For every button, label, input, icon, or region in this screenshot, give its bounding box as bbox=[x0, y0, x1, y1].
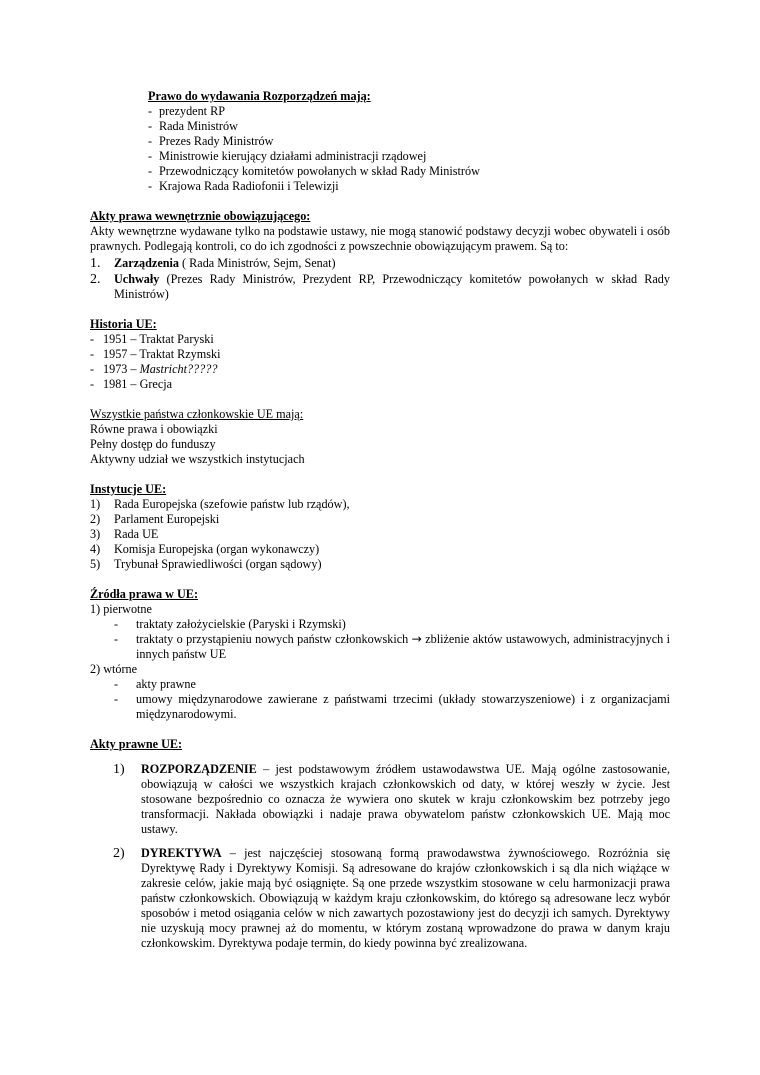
list-item: - Prezes Rady Ministrów bbox=[148, 134, 274, 148]
subheading-wtorne: 2) wtórne bbox=[90, 662, 138, 676]
section-akty-ue bbox=[90, 737, 670, 951]
list-item: 1. Zarządzenia ( Rada Ministrów, Sejm, Senat) bbox=[90, 256, 336, 271]
section-historia bbox=[90, 317, 670, 392]
heading-historia: Historia UE: bbox=[90, 317, 157, 331]
section-instytucje bbox=[90, 482, 670, 572]
arrow-right-icon: → bbox=[411, 632, 422, 646]
list-item: - 1957 – Traktat Rzymski bbox=[90, 347, 221, 361]
section-akty-wewnetrzne bbox=[90, 209, 670, 302]
list-item: 2) DYREKTYWA – jest najczęściej stosowaną formą prawodawstwa żywnościowego. Rozróżnia się Dyrektywę Rady i Dyrektywy Komisji. Są adresowane do krajów członkowskich i są dla nich wiążące w zakresie celów, jakie mają być osiągnięte. Są one przede wszystkim stosowane w celu harmonizacji prawa państw członkowskich. Obowiązują w każdym kraju członkowskim, do którego są adresowane lecz wybór sposobów i metod osiągania celów w nich zawartych pozostawiony jest do decyzji ich samych. Dyrektywy nie uzyskują mocy prawnej aż do momentu, w którym zostaną wprowadzone do prawa w danym kraju członkowskim. Dyrektywa podaje termin, do kiedy powinna być zrealizowana. bbox=[113, 846, 670, 950]
text-line: Pełny dostęp do funduszy bbox=[90, 437, 216, 451]
subheading-pierwotne: 1) pierwotne bbox=[90, 602, 152, 616]
list-item: 1) ROZPORZĄDZENIE – jest podstawowym źródłem ustawodawstwa UE. Mają ogólne zastosowanie, obowiązują w całości we wszystkich krajach członkowskich od daty, w której weszły w życie. Jest stosowane bezpośrednio co oznacza że wywiera ono skutek w kraju członkowskim bez potrzeby jego transformacji. Nakłada obowiązki i nadaje prawa obywatelom państw członkowskich UE. Mają moc ustawy. bbox=[113, 762, 670, 836]
list-item: - Ministrowie kierujący działami administracji rządowej bbox=[148, 149, 427, 163]
heading-instytucje: Instytucje UE: bbox=[90, 482, 167, 496]
section-panstwa bbox=[90, 407, 670, 467]
document-page bbox=[90, 89, 670, 951]
list-item: 1) Rada Europejska (szefowie państw lub rządów), bbox=[90, 497, 350, 511]
text-line: Równe prawa i obowiązki bbox=[90, 422, 218, 436]
list-item: 3) Rada UE bbox=[90, 527, 159, 541]
list-item: 5) Trybunał Sprawiedliwości (organ sądowy) bbox=[90, 557, 322, 571]
list-item: - 1981 – Grecja bbox=[90, 377, 173, 391]
list-item: - 1973 – Mastricht????? bbox=[90, 362, 218, 376]
list-item: - traktaty o przystąpieniu nowych państw członkowskich → zbliżenie aktów ustawowych, administracyjnych i innych państw UE bbox=[114, 632, 671, 661]
list-item: - akty prawne bbox=[114, 677, 196, 691]
heading-zrodla: Źródła prawa w UE: bbox=[90, 587, 198, 601]
list-item: - Przewodniczący komitetów powołanych w skład Rady Ministrów bbox=[148, 164, 480, 178]
list-item: - 1951 – Traktat Paryski bbox=[90, 332, 214, 346]
list-item: - prezydent RP bbox=[148, 104, 226, 118]
list-item: - Krajowa Rada Radiofonii i Telewizji bbox=[148, 179, 339, 193]
paragraph: Akty wewnętrzne wydawane tylko na podstawie ustawy, nie mogą stanowić podstawy decyzji wobec obywateli i osób prawnych. Podlegają kontroli, co do ich zgodności z powszechnie obowiązującym prawem. Są to: bbox=[90, 224, 670, 253]
section-zrodla bbox=[90, 587, 670, 722]
list-item: - Rada Ministrów bbox=[148, 119, 238, 133]
heading-akty-ue: Akty prawne UE: bbox=[90, 737, 183, 751]
list-item: 2) Parlament Europejski bbox=[90, 512, 220, 526]
section-prawo bbox=[148, 89, 670, 194]
list-item: - traktaty założycielskie (Paryski i Rzymski) bbox=[114, 617, 346, 631]
heading-prawo: Prawo do wydawania Rozporządzeń mają: bbox=[148, 89, 371, 103]
text-line: Aktywny udział we wszystkich instytucjach bbox=[90, 452, 305, 466]
list-item: 4) Komisja Europejska (organ wykonawczy) bbox=[90, 542, 320, 556]
heading-akty-wewnetrzne: Akty prawa wewnętrznie obowiązującego: bbox=[90, 209, 311, 223]
heading-panstwa: Wszystkie państwa członkowskie UE mają: bbox=[90, 407, 304, 421]
list-item: - umowy międzynarodowe zawierane z państwami trzecimi (układy stowarzyszeniowe) i z organizacjami międzynarodowymi. bbox=[114, 692, 670, 721]
list-item: 2. Uchwały (Prezes Rady Ministrów, Prezydent RP, Przewodniczący komitetów powołanych w skład Rady Ministrów) bbox=[90, 272, 670, 301]
